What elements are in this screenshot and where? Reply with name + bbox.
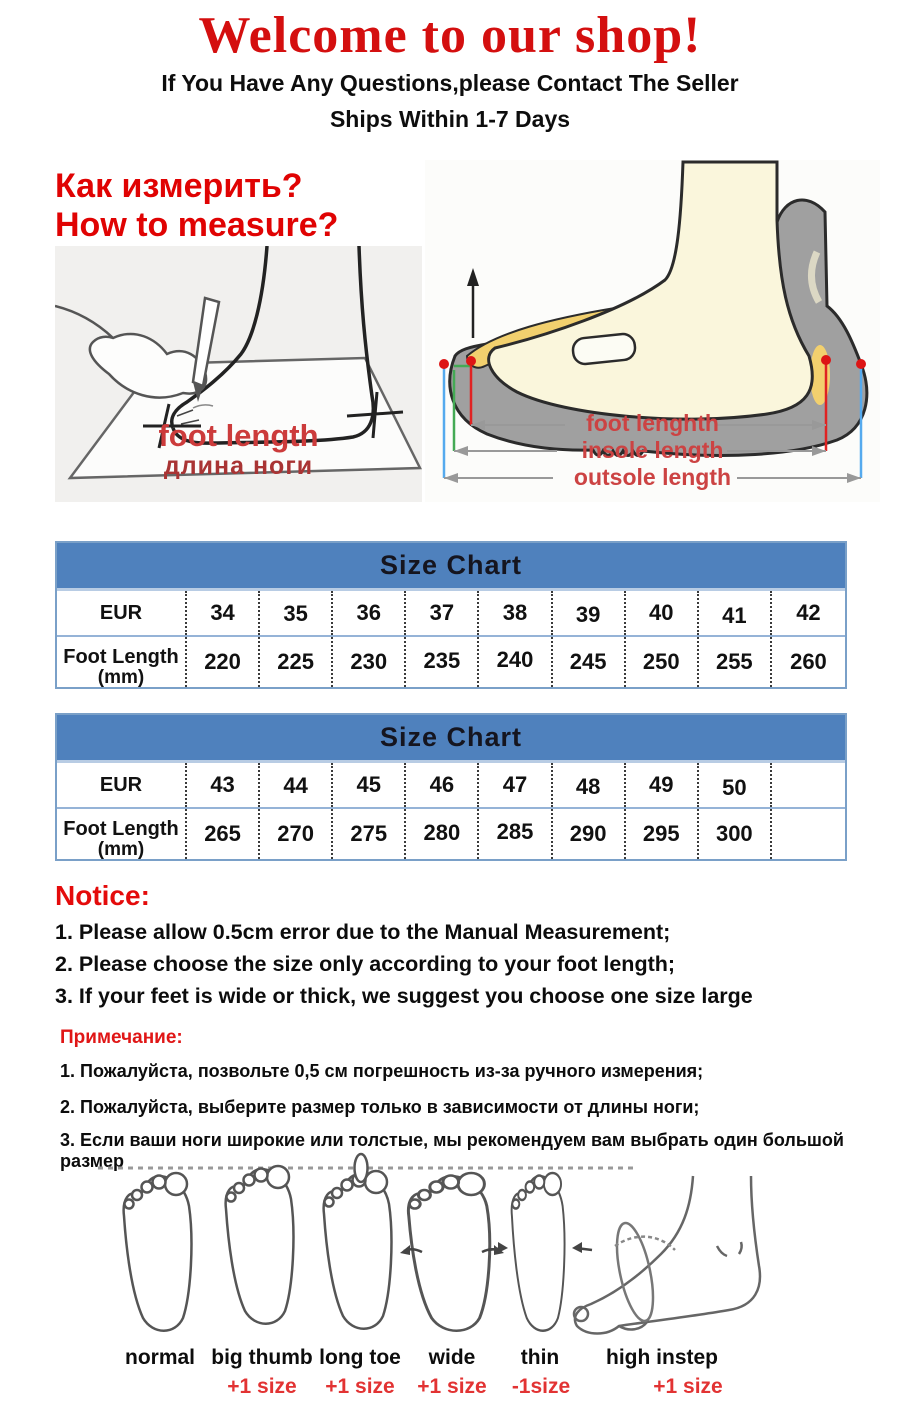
foot-mm-cell: 280 — [406, 809, 479, 859]
notice-item-1: 1. Please allow 0.5cm error due to the Manual Measurement; — [55, 920, 671, 944]
notice-ru-item-2: 2. Пожалуйста, выберите размер только в зависимости от длины ноги; — [60, 1097, 700, 1117]
foot-length-label: foot length — [158, 418, 319, 453]
size-chart-2-eur-row — [57, 763, 845, 807]
shoe-diagram — [425, 160, 880, 502]
foot-mm-cell: 295 — [626, 809, 699, 859]
insole-length-dim-label: insole length — [581, 437, 724, 463]
eur-cell: 41 — [699, 591, 772, 635]
eur-cell: 44 — [260, 763, 333, 807]
size-chart-2-title: Size Chart — [57, 715, 845, 763]
foot-type-label-wide: wide — [428, 1346, 476, 1369]
foot-length-label-ru: длина ноги — [163, 452, 314, 480]
eur-cell: 43 — [187, 763, 260, 807]
eur-cell: 45 — [333, 763, 406, 807]
size-note-thin: -1size — [511, 1375, 571, 1398]
page-title: Welcome to our shop! — [198, 7, 702, 64]
notice-ru-item-3: 3. Если ваши ноги широкие или толстые, мы рекомендуем вам выбрать один большой размер — [60, 1130, 844, 1171]
eur-cell: 49 — [626, 763, 699, 807]
foot-mm-cell: 260 — [790, 649, 827, 674]
eur-cell: 35 — [260, 591, 333, 635]
eur-header: EUR — [57, 763, 187, 807]
eur-cell: 37 — [406, 591, 479, 635]
foot-mm-cell: 290 — [553, 809, 626, 859]
contact-line: If You Have Any Questions,please Contact The Seller — [161, 70, 739, 96]
size-note-long-toe: +1 size — [325, 1375, 395, 1398]
eur-cell: 40 — [626, 591, 699, 635]
foot-mm-cell — [772, 809, 845, 859]
foot-mm-cell: 225 — [260, 637, 333, 687]
eur-cell: 39 — [553, 591, 626, 635]
foot-mm-cell: 255 — [699, 637, 772, 687]
size-chart-1-eur-row — [57, 591, 845, 635]
foot-measure-illustration — [55, 246, 422, 502]
foot-type-label-normal: normal — [124, 1346, 196, 1369]
notice-ru-item-1: 1. Пожалуйста, позвольте 0,5 см погрешность из-за ручного измерения; — [60, 1061, 704, 1081]
eur-cell: 34 — [187, 591, 260, 635]
foot-mm-cell: 270 — [260, 809, 333, 859]
foot-mm-cell: 300 — [699, 809, 772, 859]
foot-mm-cell: 240 — [479, 637, 552, 687]
foot-types-drawing — [90, 1146, 805, 1351]
measure-heading-ru: Как измерить? — [55, 167, 303, 205]
measure-heading-en: How to measure? — [55, 206, 339, 244]
eur-header: EUR — [57, 591, 187, 635]
notice-heading: Notice: — [55, 880, 150, 911]
size-note-wide: +1 size — [417, 1375, 487, 1398]
notice-item-3: 3. If your feet is wide or thick, we suggest you choose one size large — [55, 984, 753, 1008]
foot-types-illustration — [90, 1146, 805, 1351]
foot-type-label-high-instep: high instep — [606, 1346, 718, 1369]
foot-length-dim-label: foot lenghth — [586, 410, 719, 436]
foot-mm-cell: 245 — [553, 637, 626, 687]
size-note-high-instep: +1 size — [653, 1375, 723, 1398]
foot-type-label-thin: thin — [520, 1346, 560, 1369]
foot-length-header: Foot Length (mm) — [57, 637, 187, 687]
eur-cell: 50 — [699, 763, 772, 807]
size-chart-table-1 — [55, 541, 847, 689]
foot-mm-cell: 220 — [187, 637, 260, 687]
size-note-big-thumb: +1 size — [227, 1375, 297, 1398]
eur-cell: 46 — [406, 763, 479, 807]
notice-ru-heading: Примечание: — [60, 1027, 183, 1048]
outsole-length-dim-label: outsole length — [573, 464, 732, 490]
notice-item-2: 2. Please choose the size only according to your foot length; — [55, 952, 676, 976]
foot-mm-cell: 235 — [406, 637, 479, 687]
foot-type-label-long-toe: long toe — [319, 1346, 401, 1369]
eur-cell: 48 — [553, 763, 626, 807]
shipping-line: Ships Within 1-7 Days — [329, 106, 571, 132]
eur-cell: 47 — [479, 763, 552, 807]
foot-length-header: Foot Length (mm) — [57, 809, 187, 859]
eur-cell — [772, 763, 845, 807]
eur-cell: 42 — [796, 600, 821, 625]
foot-mm-cell: 250 — [626, 637, 699, 687]
foot-mm-cell: 285 — [479, 809, 552, 859]
size-chart-2-footlength-row — [57, 807, 845, 859]
size-chart-table-2 — [55, 713, 847, 861]
size-chart-1-footlength-row — [57, 635, 845, 687]
eur-cell: 36 — [333, 591, 406, 635]
foot-type-label-big-thumb: big thumb — [211, 1346, 313, 1369]
foot-mm-cell: 265 — [187, 809, 260, 859]
eur-cell: 38 — [479, 591, 552, 635]
foot-mm-cell: 275 — [333, 809, 406, 859]
size-chart-1-title: Size Chart — [57, 543, 845, 591]
foot-mm-cell: 230 — [333, 637, 406, 687]
